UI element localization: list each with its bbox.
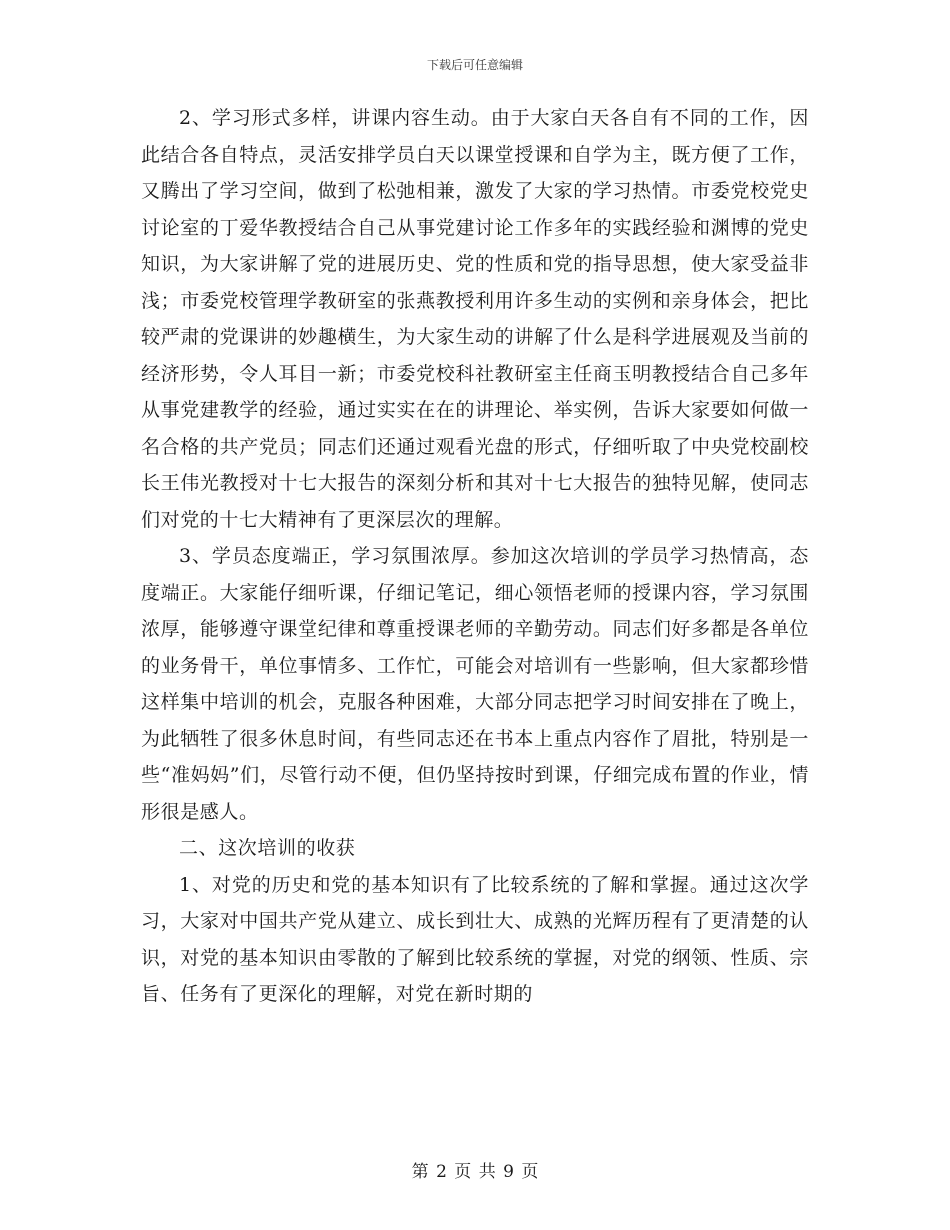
paragraph-study-format: 2、学习形式多样，讲课内容生动。由于大家白天各自有不同的工作，因此结合各自特点，灵活安排学员白天以课堂授课和自学为主，既方便了工作，又腾出了学习空间，做到了松弛相兼，激发了大家的学习热情。市委党校党史讨论室的丁爱华教授结合自己从事党建讨论工作多年的实践经验和渊博的党史知识，为大家讲解了党的进展历史、党的性质和党的指导思想，使大家受益非浅；市委党校管理学教研室的张燕教授利用许多生动的实例和亲身体会，把比较严肃的党课讲的妙趣横生，为大家生动的讲解了什么是科学进展观及当前的经济形势，令人耳目一新；市委党校科社教研室主任商玉明教授结合自己多年从事党建教学的经验，通过实实在在的讲理论、举实例，告诉大家要如何做一名合格的共产党员；同志们还通过观看光盘的形式，仔细听取了中央党校副校长王伟光教授对十七大报告的深刻分析和其对十七大报告的独特见解，使同志们对党的十七大精神有了更深层次的理解。 bbox=[141, 107, 809, 531]
page-number-footer: 第 2 页 共 9 页 bbox=[411, 1162, 539, 1182]
paragraph-student-attitude: 3、学员态度端正，学习氛围浓厚。参加这次培训的学员学习热情高，态度端正。大家能仔细听课，仔细记笔记，细心领悟老师的授课内容，学习氛围浓厚，能够遵守课堂纪律和尊重授课老师的辛勤劳动。同志们好多都是各单位的业务骨干，单位事情多、工作忙，可能会对培训有一些影响，但大家都珍惜这样集中培训的机会，克服各种困难，大部分同志把学习时间安排在了晚上，为此牺牲了很多休息时间，有些同志还在书本上重点内容作了眉批，特别是一些“准妈妈”们，尽管行动不便，但仍坚持按时到课，仔细完成布置的作业，情形很是感人。 bbox=[141, 545, 809, 823]
section-heading-gains: 二、这次培训的收获 bbox=[179, 837, 356, 859]
paragraph-party-knowledge: 1、对党的历史和党的基本知识有了比较系统的了解和掌握。通过这次学习，大家对中国共产党从建立、成长到壮大、成熟的光辉历程有了更清楚的认识，对党的基本知识由零散的了解到比较系统的掌握，对党的纲领、性质、宗旨、任务有了更深化的理解，对党在新时期的 bbox=[141, 873, 809, 1005]
page-header: 下载后可任意编辑 bbox=[426, 58, 523, 72]
document-body bbox=[141, 100, 809, 1013]
